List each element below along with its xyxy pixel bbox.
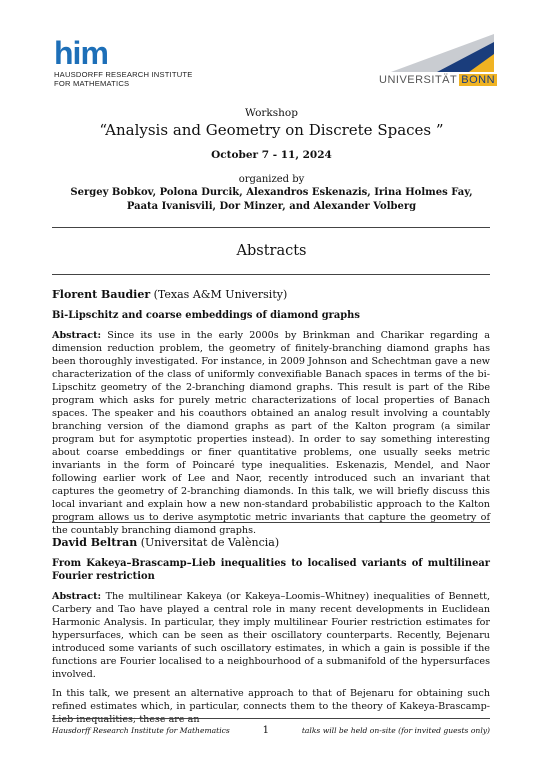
section-title: Abstracts xyxy=(236,243,307,259)
talk-block xyxy=(52,288,490,537)
footer xyxy=(52,725,490,736)
him-logo-subtitle-line-2: FOR MATHEMATICS xyxy=(54,79,130,88)
talk-speaker: David Beltran xyxy=(52,536,138,549)
uni-bonn-logo-text xyxy=(379,74,497,86)
footer-right: talks will be held on-site (for invited guests only) xyxy=(301,726,490,735)
talk-affiliation: (Universitat de València) xyxy=(140,536,280,549)
divider xyxy=(52,522,490,523)
footer-divider xyxy=(52,718,490,719)
uni-bonn-logo-text-left: UNIVERSITÄT xyxy=(379,74,458,86)
him-logo-subtitle xyxy=(54,70,193,88)
talk-block xyxy=(52,536,490,726)
uni-bonn-logo xyxy=(377,34,494,86)
organizers: Sergey Bobkov, Polona Durcik, Alexandros Eskenazis, Irina Holmes Fay, Paata Ivanisvili, Dor Minzer, and Alexander Volberg xyxy=(70,187,473,212)
abstract-text: The multilinear Kakeya (or Kakeya–Loomis–Whitney) inequalities of Bennett, Carbery and Tao have played a central role in many recent developments in Euclidean Harmonic Analysis. In particular, they imply multilinear Fourier restriction estimates for hypersurfaces, which can be seen as their oscillatory counterparts. Recently, Bejenaru introduced some variants of such oscillatory estimates, in which a gain is possible if the functions are Fourier localised to a neighbourhood of a submanifold of the hypersurfaces involved. xyxy=(52,591,490,680)
event-kind: Workshop xyxy=(245,107,298,119)
abstract-label: Abstract: xyxy=(52,330,102,341)
talk-title: Bi-Lipschitz and coarse embeddings of diamond graphs xyxy=(52,310,360,321)
divider xyxy=(52,227,490,228)
talk-affiliation: (Texas A&M University) xyxy=(153,288,288,301)
abstract-label: Abstract: xyxy=(52,591,102,602)
divider xyxy=(52,274,490,275)
abstract-text: Since its use in the early 2000s by Brinkman and Charikar regarding a dimension reduction problem, the geometry of finitely-branching diamond graphs has been thoroughly investigated. For instance, in 2009 Johnson and Schechtman gave a new characterization of the class of uniformly convexifiable Banach spaces in terms of the bi-Lipschitz geometry of the 2-branching diamond graphs. This result is part of the Ribe program which asks for purely metric characterizations of local properties of Banach spaces. The speaker and his coauthors obtained an analog result involving a countably branching version of the diamond graphs as part of the Kalton program (a similar program but for asymptotic properties instead). In order to say something interesting about coarse embeddings or finer quantitative problems, one usually seeks metric invariants in the form of Poincaré type inequalities. Eskenazis, Mendel, and Naor following earlier work of Lee and Naor, recently introduced such an invariant that captures the geometry of 2-branching diamonds. In this talk, we will briefly discuss this local invariant and explain how a new non-standard probabilistic approach to the Kalton program allows us to derive asymptotic metric invariants that capture the geometry of the countably branching diamond graphs. xyxy=(52,330,490,536)
talk-speaker: Florent Baudier xyxy=(52,288,151,301)
page-number: 1 xyxy=(262,725,269,736)
organized-by-label: organized by xyxy=(238,174,305,185)
talk-title: From Kakeya–Brascamp–Lieb inequalities to localised variants of multilinear Fourier restriction xyxy=(52,558,490,582)
uni-bonn-logo-text-right: BONN xyxy=(461,74,496,86)
talk-speaker-line xyxy=(52,536,490,549)
event-dates: October 7 - 11, 2024 xyxy=(211,149,332,161)
him-logo-subtitle-line-1: HAUSDORFF RESEARCH INSTITUTE xyxy=(54,70,193,79)
footer-left: Hausdorff Research Institute for Mathematics xyxy=(52,726,230,735)
him-logo xyxy=(54,35,193,88)
uni-bonn-logo-graphic xyxy=(377,34,494,72)
talk-speaker-line xyxy=(52,288,490,301)
him-logo-word: him xyxy=(54,35,108,71)
abstract-text: In this talk, we present an alternative approach to that of Bejenaru for obtaining such refined estimates which, in particular, connects them to the theory of Kakeya-Brascamp-Lieb inequalities; these are an xyxy=(52,688,490,725)
talk-abstract xyxy=(52,590,490,681)
talk-abstract xyxy=(52,329,490,537)
event-title: “Analysis and Geometry on Discrete Spaces ” xyxy=(99,121,444,139)
